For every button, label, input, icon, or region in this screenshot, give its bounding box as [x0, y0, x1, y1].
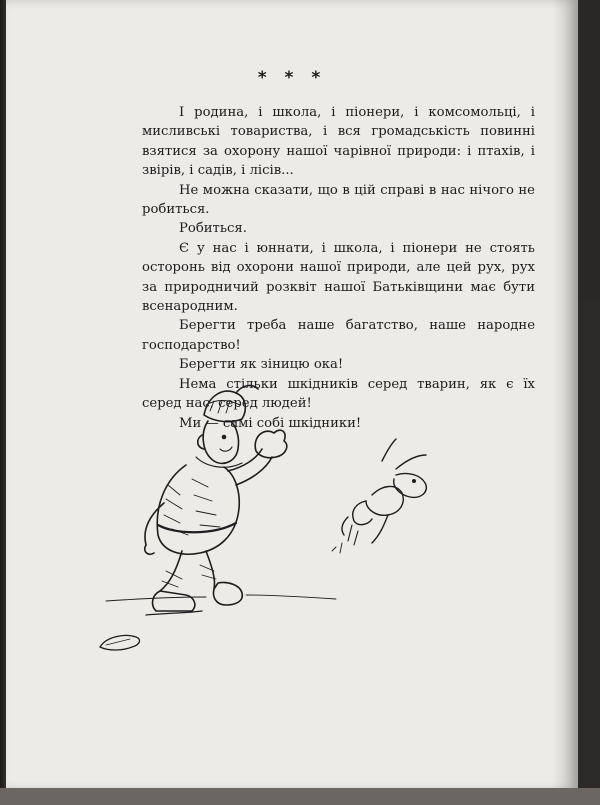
- paragraph: Берегти треба наше багатство, наше народне господарство!: [142, 318, 535, 353]
- book-page: [6, 0, 578, 790]
- hare: [332, 439, 426, 553]
- illustration: [96, 375, 456, 665]
- page-gutter-shadow: [552, 0, 578, 790]
- section-marker: * * *: [257, 68, 327, 88]
- paragraph: І родина, і школа, і піонери, і комсомольці, і мисливські товариства, і вся громадськість повинні взятися за охорону нашої чарівної природи: і птахів, і звірів, і садів, і лісів...: [142, 105, 535, 179]
- paragraph: Берегти як зіницю ока!: [179, 357, 344, 373]
- dropped-hat: [100, 635, 139, 650]
- paragraph: Є у нас і юннати, і школа, і піонери не стоять осторонь від охорони нашої природи, але цей рух, рух за природничий розквіт нашої Батьківщини має бути всенародним.: [142, 240, 535, 315]
- hunter-figure: [106, 386, 336, 615]
- paragraph: Нема стільки шкідників серед тварин, як є їх серед нас, серед людей!: [142, 376, 535, 412]
- paragraph: Ми — самі собі шкідники!: [179, 415, 362, 431]
- scan-bottom-edge: [0, 788, 600, 805]
- paragraph: Не можна сказати, що в цій справі в нас нічого не робиться.: [142, 182, 535, 218]
- paragraph: Робиться.: [179, 221, 247, 237]
